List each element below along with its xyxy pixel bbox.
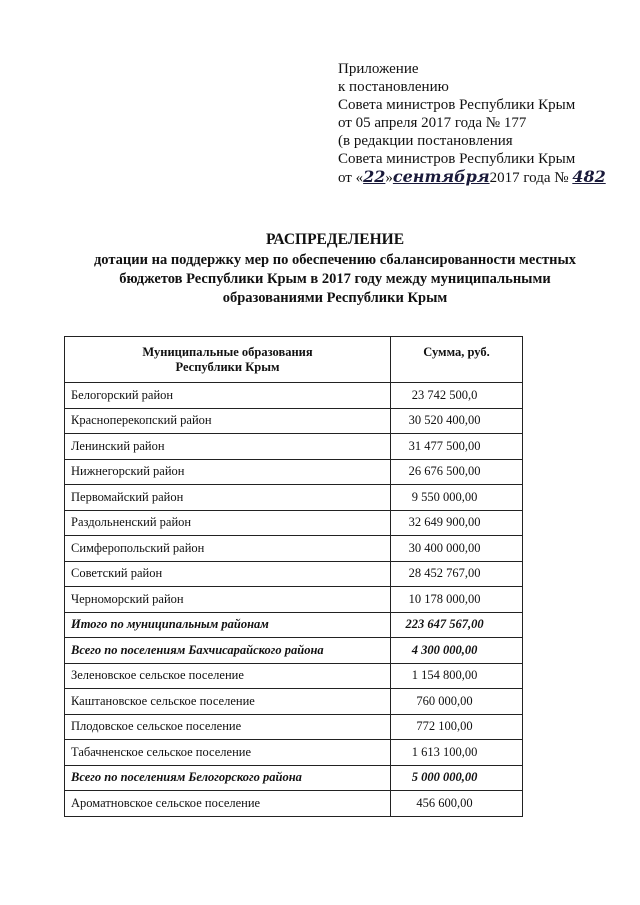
table-row xyxy=(65,383,523,409)
date-year: 2017 года № xyxy=(489,170,569,186)
row-name: Зеленовское сельское поселение xyxy=(65,663,391,689)
appendix-line: Совета министров Республики Крым xyxy=(338,97,576,113)
row-amount: 4 300 000,00 xyxy=(391,638,523,664)
row-amount: 30 400 000,00 xyxy=(391,536,523,562)
column-header-name-line1: Муниципальные образования xyxy=(142,345,313,359)
table-total-row xyxy=(65,638,523,664)
column-header-amount: Сумма, руб. xyxy=(391,337,523,383)
table-row xyxy=(65,536,523,562)
table-total-row xyxy=(65,765,523,791)
handwritten-day: 22 xyxy=(363,167,386,186)
row-name: Всего по поселениям Белогорского района xyxy=(65,765,391,791)
row-amount: 32 649 900,00 xyxy=(391,510,523,536)
row-amount: 28 452 767,00 xyxy=(391,561,523,587)
row-amount: 760 000,00 xyxy=(391,689,523,715)
row-name: Первомайский район xyxy=(65,485,391,511)
row-amount: 23 742 500,0 xyxy=(391,383,523,409)
row-amount: 1 613 100,00 xyxy=(391,740,523,766)
appendix-header xyxy=(338,60,628,187)
row-name: Симферопольский район xyxy=(65,536,391,562)
row-amount: 10 178 000,00 xyxy=(391,587,523,613)
heading-line: дотации на поддержку мер по обеспечению сбалансированности местных xyxy=(93,252,577,268)
appendix-date-line xyxy=(338,168,628,187)
row-name: Советский район xyxy=(65,561,391,587)
appendix-line: к постановлению xyxy=(338,79,449,95)
column-header-name xyxy=(65,337,391,383)
table-row xyxy=(65,663,523,689)
table-row xyxy=(65,791,523,817)
row-amount: 456 600,00 xyxy=(391,791,523,817)
table-row xyxy=(65,740,523,766)
row-name: Всего по поселениям Бахчисарайского района xyxy=(65,638,391,664)
row-amount: 1 154 800,00 xyxy=(391,663,523,689)
row-name: Итого по муниципальным районам xyxy=(65,612,391,638)
row-amount: 223 647 567,00 xyxy=(391,612,523,638)
row-name: Ленинский район xyxy=(65,434,391,460)
table-header-row xyxy=(65,337,523,383)
appendix-line: от 05 апреля 2017 года № 177 xyxy=(338,115,527,131)
appendix-line: Совета министров Республики Крым xyxy=(338,151,576,167)
table-row xyxy=(65,561,523,587)
table-row xyxy=(65,689,523,715)
row-name: Белогорский район xyxy=(65,383,391,409)
document-title: РАСПРЕДЕЛЕНИЕ xyxy=(265,231,405,248)
heading-line: образованиями Республики Крым xyxy=(222,290,448,306)
table-row xyxy=(65,485,523,511)
row-name: Ароматновское сельское поселение xyxy=(65,791,391,817)
row-name: Плодовское сельское поселение xyxy=(65,714,391,740)
handwritten-number: 482 xyxy=(572,167,606,186)
table-row xyxy=(65,434,523,460)
row-amount: 772 100,00 xyxy=(391,714,523,740)
date-prefix: от « xyxy=(338,170,364,186)
table-row xyxy=(65,714,523,740)
table-row xyxy=(65,459,523,485)
row-amount: 31 477 500,00 xyxy=(391,434,523,460)
handwritten-month: сентября xyxy=(392,167,490,186)
table-row xyxy=(65,587,523,613)
row-name: Черноморский район xyxy=(65,587,391,613)
date-mid: » xyxy=(385,170,393,186)
row-amount: 26 676 500,00 xyxy=(391,459,523,485)
row-amount: 9 550 000,00 xyxy=(391,485,523,511)
column-header-name-line2: Республики Крым xyxy=(175,360,280,374)
row-amount: 30 520 400,00 xyxy=(391,408,523,434)
table-total-row xyxy=(65,612,523,638)
distribution-table xyxy=(64,336,523,817)
row-name: Табачненское сельское поселение xyxy=(65,740,391,766)
row-amount: 5 000 000,00 xyxy=(391,765,523,791)
appendix-line: (в редакции постановления xyxy=(338,133,513,149)
row-name: Нижнегорский район xyxy=(65,459,391,485)
appendix-line: Приложение xyxy=(338,61,419,77)
table-row xyxy=(65,510,523,536)
row-name: Каштановское сельское поселение xyxy=(65,689,391,715)
row-name: Красноперекопский район xyxy=(65,408,391,434)
row-name: Раздольненский район xyxy=(65,510,391,536)
document-heading xyxy=(40,230,630,308)
table-row xyxy=(65,408,523,434)
heading-line: бюджетов Республики Крым в 2017 году между муниципальными xyxy=(119,271,551,287)
